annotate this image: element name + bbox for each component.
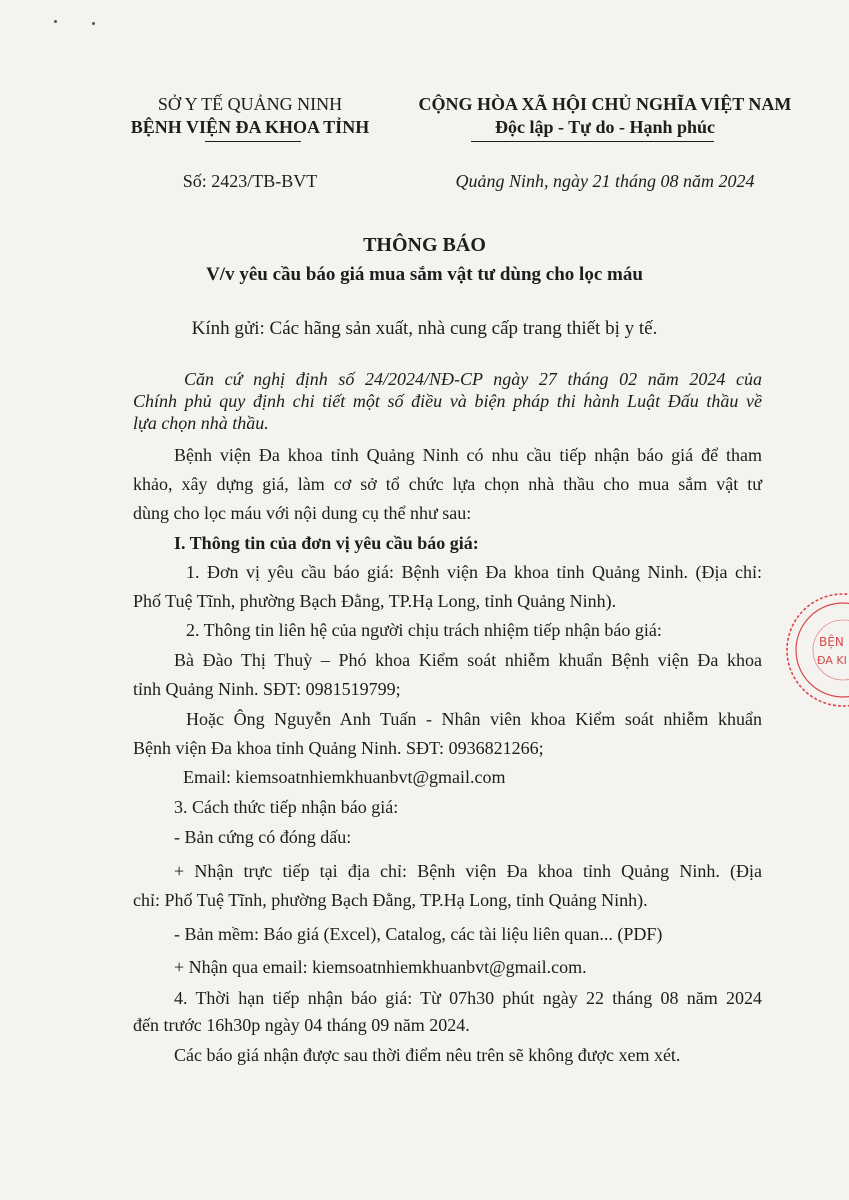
intro-line: khảo, xây dựng giá, làm cơ sở tổ chức lựa chọn nhà thầu cho mua sắm vật tư [133, 474, 762, 494]
document-title: THÔNG BÁO [363, 234, 486, 256]
item1-line: Phố Tuệ Tĩnh, phường Bạch Đằng, TP.Hạ Long, tỉnh Quảng Ninh). [133, 591, 617, 611]
legal-basis-line: Căn cứ nghị định số 24/2024/NĐ-CP ngày 27 tháng 02 năm 2024 của [184, 369, 762, 389]
legal-basis-line: Chính phủ quy định chi tiết một số điều và biện pháp thi hành Luật Đấu thầu về [133, 391, 762, 411]
place-date: Quảng Ninh, ngày 21 tháng 08 năm 2024 [455, 171, 755, 191]
contact-line: Hoặc Ông Nguyễn Anh Tuấn - Nhân viên khoa Kiểm soát nhiễm khuẩn [186, 709, 762, 729]
item1-line: 1. Đơn vị yêu cầu báo giá: Bệnh viện Đa khoa tỉnh Quảng Ninh. (Địa chỉ: [186, 562, 762, 582]
stamp-text: BỆN [819, 635, 844, 649]
hardcopy-heading: - Bản cứng có đóng dấu: [174, 827, 352, 847]
org-parent: SỞ Y TẾ QUẢNG NINH [157, 94, 343, 114]
contact-line: Bệnh viện Đa khoa tỉnh Quảng Ninh. SĐT: 0936821266; [133, 738, 544, 758]
item4-line: đến trước 16h30p ngày 04 tháng 09 năm 2024. [133, 1015, 470, 1035]
motto: Độc lập - Tự do - Hạnh phúc [494, 117, 716, 137]
country-name: CỘNG HÒA XÃ HỘI CHỦ NGHĨA VIỆT NAM [418, 94, 792, 114]
stamp-text: ĐA KI [817, 654, 847, 667]
hardcopy-line: chỉ: Phố Tuệ Tĩnh, phường Bạch Đằng, TP.Hạ Long, tỉnh Quảng Ninh). [133, 890, 648, 910]
doc-number: Số: 2423/TB-BVT [182, 171, 318, 191]
scan-speck [54, 20, 57, 23]
motto-underline [471, 141, 714, 142]
section-heading: I. Thông tin của đơn vị yêu cầu báo giá: [174, 533, 479, 553]
intro-line: dùng cho lọc máu với nội dung cụ thể như sau: [133, 503, 472, 523]
official-stamp-seal [773, 588, 849, 718]
softcopy-email: + Nhận qua email: kiemsoatnhiemkhuanbvt@gmail.com. [174, 957, 587, 977]
item2-heading: 2. Thông tin liên hệ của người chịu trách nhiệm tiếp nhận báo giá: [186, 620, 662, 640]
item4-line: 4. Thời hạn tiếp nhận báo giá: Từ 07h30 phút ngày 22 tháng 08 năm 2024 [174, 988, 762, 1008]
closing-note: Các báo giá nhận được sau thời điểm nêu trên sẽ không được xem xét. [174, 1045, 681, 1065]
softcopy-heading: - Bản mềm: Báo giá (Excel), Catalog, các tài liệu liên quan... (PDF) [174, 924, 663, 944]
contact-line: Bà Đào Thị Thuỳ – Phó khoa Kiểm soát nhiễm khuẩn Bệnh viện Đa khoa [174, 650, 762, 670]
email-line: Email: kiemsoatnhiemkhuanbvt@gmail.com [183, 767, 506, 787]
document-subject: V/v yêu cầu báo giá mua sắm vật tư dùng cho lọc máu [206, 264, 643, 285]
contact-line: tỉnh Quảng Ninh. SĐT: 0981519799; [133, 679, 401, 699]
legal-basis-line: lựa chọn nhà thầu. [133, 413, 269, 433]
org-underline [205, 141, 301, 142]
intro-line: Bệnh viện Đa khoa tỉnh Quảng Ninh có nhu cầu tiếp nhận báo giá để tham [174, 445, 762, 465]
scan-speck [92, 22, 95, 25]
item3-heading: 3. Cách thức tiếp nhận báo giá: [174, 797, 399, 817]
recipient-line: Kính gửi: Các hãng sản xuất, nhà cung cấp trang thiết bị y tế. [191, 318, 658, 339]
org-name: BỆNH VIỆN ĐA KHOA TỈNH [130, 117, 370, 137]
hardcopy-line: + Nhận trực tiếp tại địa chỉ: Bệnh viện Đa khoa tỉnh Quảng Ninh. (Địa [174, 861, 762, 881]
